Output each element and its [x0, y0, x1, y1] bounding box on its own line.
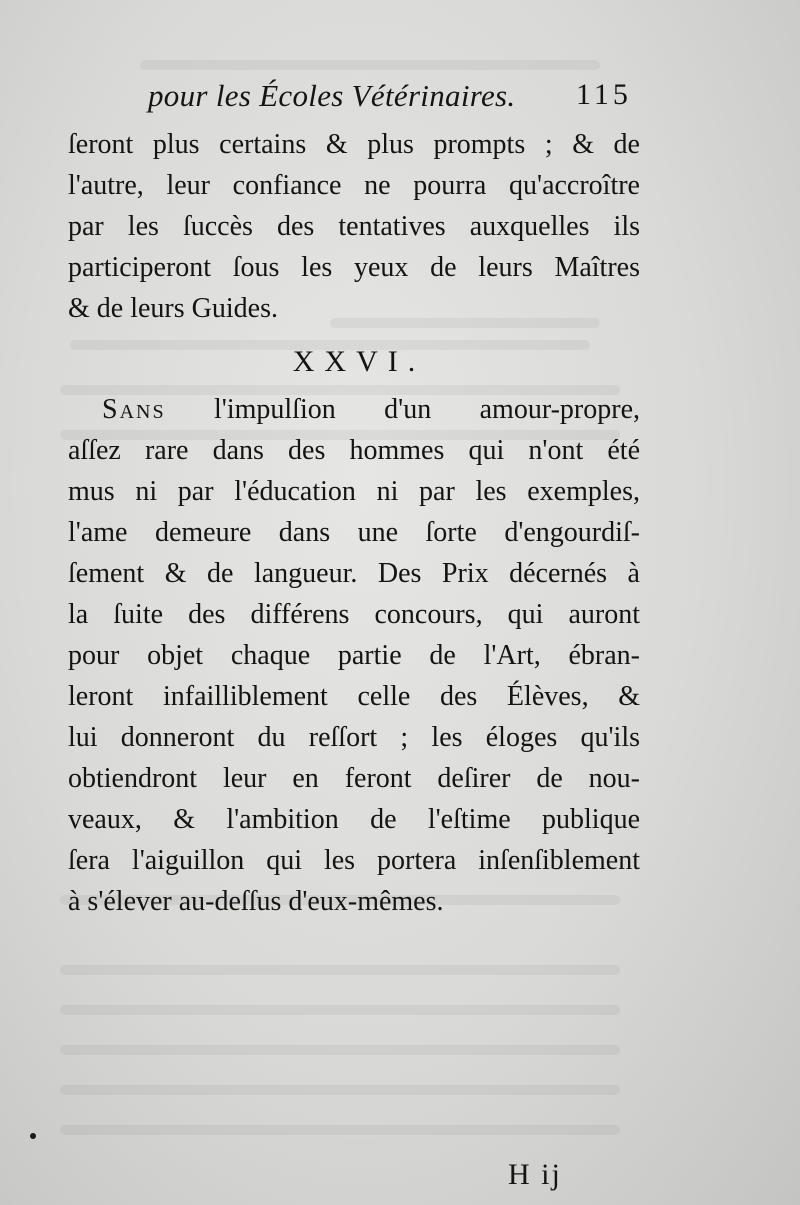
- text-line: & de leurs Guides.: [68, 293, 278, 324]
- text-line: pour objet chaque partie de l'Art, ébran-: [68, 640, 640, 671]
- text-line: lui donneront du reſſort ; les éloges qu'ils: [68, 722, 640, 753]
- text-line: ſeront plus certains & plus prompts ; & de: [68, 129, 640, 160]
- text-line: la ſuite des différens concours, qui auront: [68, 599, 640, 630]
- ink-spot: [30, 1133, 36, 1139]
- text-line: mus ni par l'éducation ni par les exemples,: [68, 476, 640, 507]
- text-line: obtiendront leur en feront deſirer de nou-: [68, 763, 640, 794]
- section-paragraph: [68, 389, 640, 922]
- text-line: par les ſuccès des tentatives auxquelles ils: [68, 211, 640, 242]
- text-line: à s'élever au-deſſus d'eux-mêmes.: [68, 886, 444, 917]
- section-heading: XXVI.: [292, 345, 426, 378]
- text-line-first: [68, 389, 640, 430]
- running-head: pour les Écoles Vétérinaires.: [148, 78, 516, 113]
- page-number: 115: [576, 78, 632, 111]
- text-line: l'autre, leur confiance ne pourra qu'accroître: [68, 170, 640, 201]
- text-line: ſera l'aiguillon qui les portera inſenſiblement: [68, 845, 640, 876]
- signature-mark: H ij: [508, 1158, 562, 1191]
- opening-word: Sans: [102, 394, 166, 425]
- text-line: leront infailliblement celle des Élèves, &: [68, 681, 640, 712]
- text-line: ſement & de langueur. Des Prix décernés à: [68, 558, 640, 589]
- paragraph-continuation: [68, 124, 640, 329]
- page-header: [0, 72, 800, 122]
- first-line-rest: l'impulſion d'un amour-propre,: [165, 394, 640, 425]
- text-line: veaux, & l'ambition de l'eſtime publique: [68, 804, 640, 835]
- body-text: [68, 124, 640, 922]
- text-line: aſſez rare dans des hommes qui n'ont été: [68, 435, 640, 466]
- text-line: l'ame demeure dans une ſorte d'engourdiſ-: [68, 517, 640, 548]
- text-line: participeront ſous les yeux de leurs Maîtres: [68, 252, 640, 283]
